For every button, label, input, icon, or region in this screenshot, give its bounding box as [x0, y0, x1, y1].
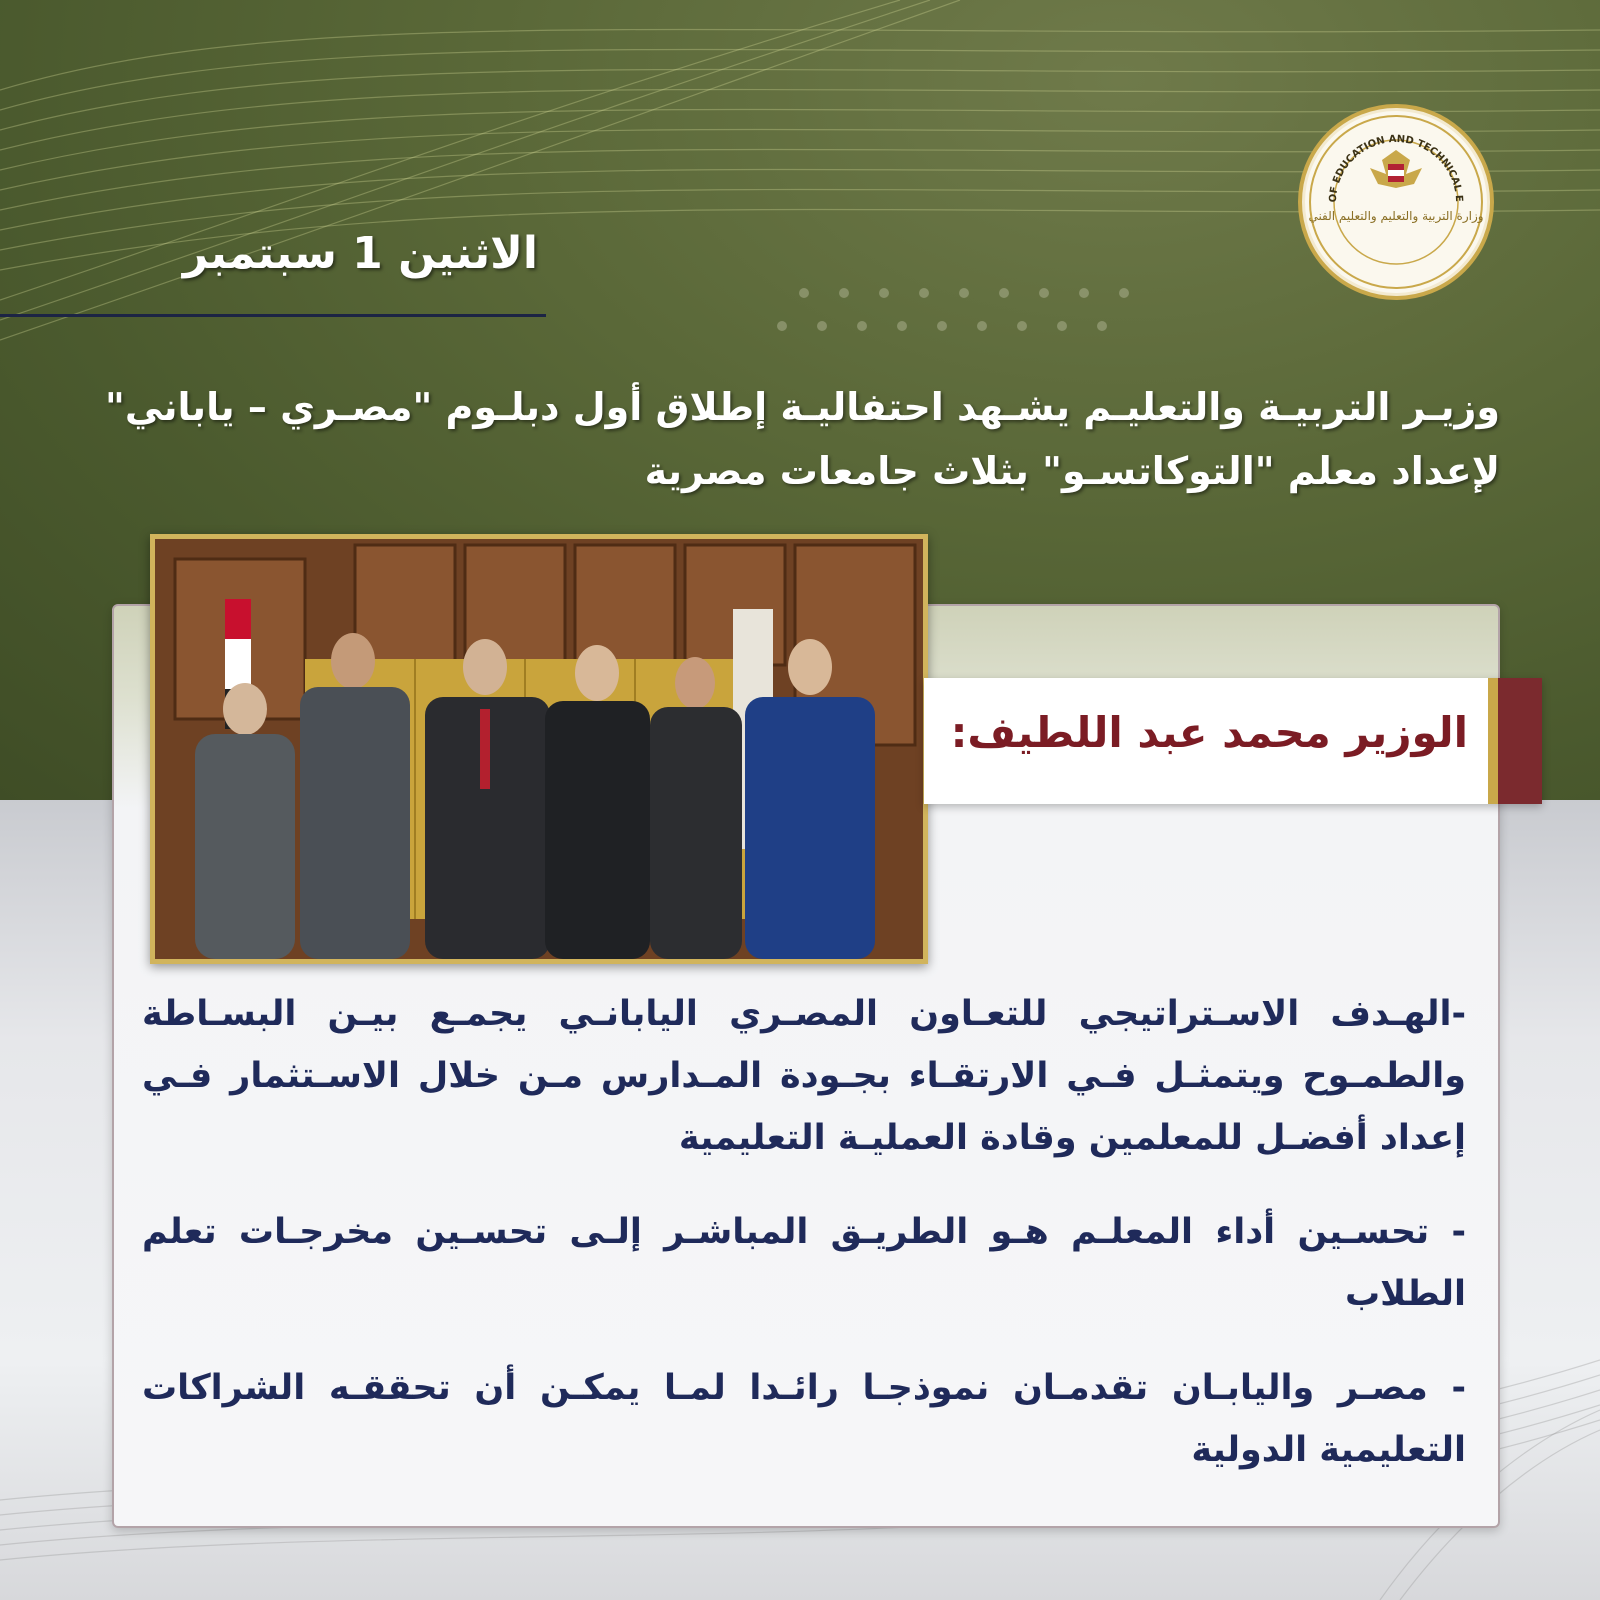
name-bar-accent-gold — [1488, 678, 1498, 804]
news-headline: وزيـر التربيـة والتعليـم يشـهد احتفاليـة إطلاق أول دبلـوم "مصـري – ياباني" لإعداد معلم "التوكاتسـو" بثلاث جامعات مصرية — [105, 385, 1500, 493]
ministry-seal-icon — [1298, 104, 1494, 300]
svg-text:MINISTRY OF EDUCATION AND TECH: OF EDUCATION AND TECHNICAL E — [1327, 133, 1465, 203]
svg-text:وزارة التربية والتعليم والتعلي: وزارة التربية والتعليم والتعليم الفني — [1308, 209, 1484, 223]
quote-point-1: -الهـدف الاسـتراتيجي للتعـاون المصـري اليابانـي يجمـع بيـن البسـاطة والطمـوح ويتمثـل فـي الارتقـاء بجـودة المـدارس مـن خلال الاسـتثمار فـي إعداد أفضـل للمعلمين وقادة العمليـة التعليمية — [142, 994, 1466, 1158]
group-photo — [150, 534, 928, 964]
speaker-name: الوزير محمد عبد اللطيف: — [950, 708, 1468, 757]
name-bar-accent-red — [1498, 678, 1542, 804]
quote-points — [142, 983, 1466, 1513]
speaker-name-bar — [924, 678, 1542, 804]
quote-point-3: - مصـر واليابـان تقدمـان نموذجـا رائـدا لمـا يمكـن أن تحققـه الشراكات التعليمية الدولية — [142, 1368, 1466, 1470]
date-label: الاثنين 1 سبتمبر — [182, 228, 538, 279]
decorative-dots — [770, 283, 1140, 343]
date-underline — [0, 314, 546, 317]
quote-point-2: - تحسـين أداء المعلـم هـو الطريـق المباشـر إلـى تحسـين مخرجـات تعلم الطلاب — [142, 1212, 1466, 1314]
